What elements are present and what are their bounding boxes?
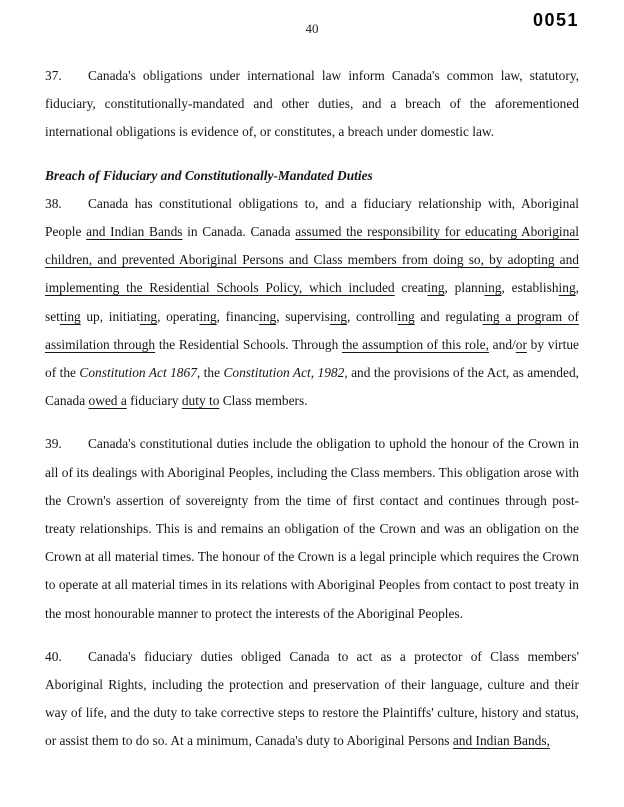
text-run: the assumption of this role, (342, 336, 489, 352)
text-run: and Indian Bands (86, 224, 183, 240)
text-run: ing (259, 308, 277, 324)
text-run: , operat (157, 308, 200, 324)
text-run: Constitution Act 1867 (79, 365, 197, 381)
paragraph-37 (45, 62, 579, 147)
text-run: assumed the responsibility for educating Aboriginal children, and prevented Aboriginal Persons and Class members from doing so, by adopting and implementing the Residential Schools Policy, which included (45, 224, 579, 296)
text-run: Breach of Fiduciary and Constitutionally-Mandated Duties (45, 167, 373, 183)
text-run: , establish (501, 280, 559, 296)
text-run: and/ (488, 336, 516, 352)
text-run: , financ (216, 308, 260, 324)
text-run: the Residential Schools. Through (155, 336, 342, 352)
text-run: Constitution Act, 1982 (223, 365, 345, 381)
text-run: duty to (181, 393, 220, 409)
paragraph-number: 37. (45, 68, 62, 83)
bates-stamp: 0051 (532, 10, 579, 30)
text-run: by virtue of the (45, 336, 579, 381)
paragraph-number: 38. (45, 195, 62, 211)
text-run: ing (427, 280, 445, 296)
page-number: 40 (305, 21, 319, 36)
text-run: Canada's obligations under international law inform Canada's common law, statutory, fiduciary, constitutionally-mandated and other duties, and a breach of the aforementioned international obligations is evidence of, or constitutes, a breach under domestic law. (45, 68, 579, 140)
text-run: and Indian Bands, (452, 733, 550, 749)
paragraph-39 (45, 430, 579, 627)
text-run: Canada has constitutional obligations to, and a fiduciary relationship with, Aboriginal People (45, 195, 579, 240)
paragraph-number: 40. (45, 648, 62, 664)
text-run: fiduciary (126, 393, 182, 409)
text-run: , and the provisions of the Act, as amended, Canada (45, 365, 579, 409)
text-run: , set (45, 280, 580, 324)
text-run: ing (397, 308, 415, 324)
text-run: and regulat (414, 308, 483, 324)
text-run: up, initiat (80, 308, 140, 324)
text-run: ing (199, 308, 217, 324)
text-run: ing (558, 280, 576, 296)
text-run: , the (196, 365, 224, 381)
text-run: Canada's fiduciary duties obliged Canada to act as a protector of Class members' Aboriginal Rights, including the protection and preservation of their language, culture and their way of life, and the duty to take corrective steps to restore the Plaintiffs' culture, history and status, or assist them to do so. At a minimum, Canada's duty to Aboriginal Persons (45, 648, 579, 749)
text-run: , plann (444, 280, 485, 296)
text-run: , controll (346, 308, 398, 324)
text-run: creat (394, 280, 428, 296)
text-run: Class members. (219, 393, 308, 409)
text-run: in Canada. Canada (182, 224, 296, 240)
paragraph-38 (45, 190, 579, 416)
text-run: , supervis (276, 308, 330, 324)
text-run: ing (139, 308, 158, 324)
document-body (45, 62, 579, 771)
text-run: owed a (88, 393, 127, 409)
text-run: ing (484, 280, 502, 296)
paragraph-40 (45, 643, 579, 756)
paragraph-number: 39. (45, 436, 62, 452)
text-run: or (515, 336, 527, 352)
text-run: Canada's constitutional duties include the obligation to uphold the honour of the Crown in all of its dealings with Aboriginal Peoples, including the Class members. This obligation arose with the Crown's assertion of sovereignty from the time of first contact and continues through post-treaty relationships. This is and remains an obligation of the Crown and was an obligation on the Crown at all material times. The honour of the Crown is a legal principle which requires the Crown to operate at all material times in its relations with Aboriginal Peoples from contact to post treaty in the most honourable manner to protect the interests of the Aboriginal Peoples. (45, 436, 579, 621)
text-run: ting (59, 308, 81, 324)
text-run: ing (329, 308, 347, 324)
section-heading-breach (45, 162, 579, 190)
text-run: ing a program of assimilation through (45, 308, 579, 352)
